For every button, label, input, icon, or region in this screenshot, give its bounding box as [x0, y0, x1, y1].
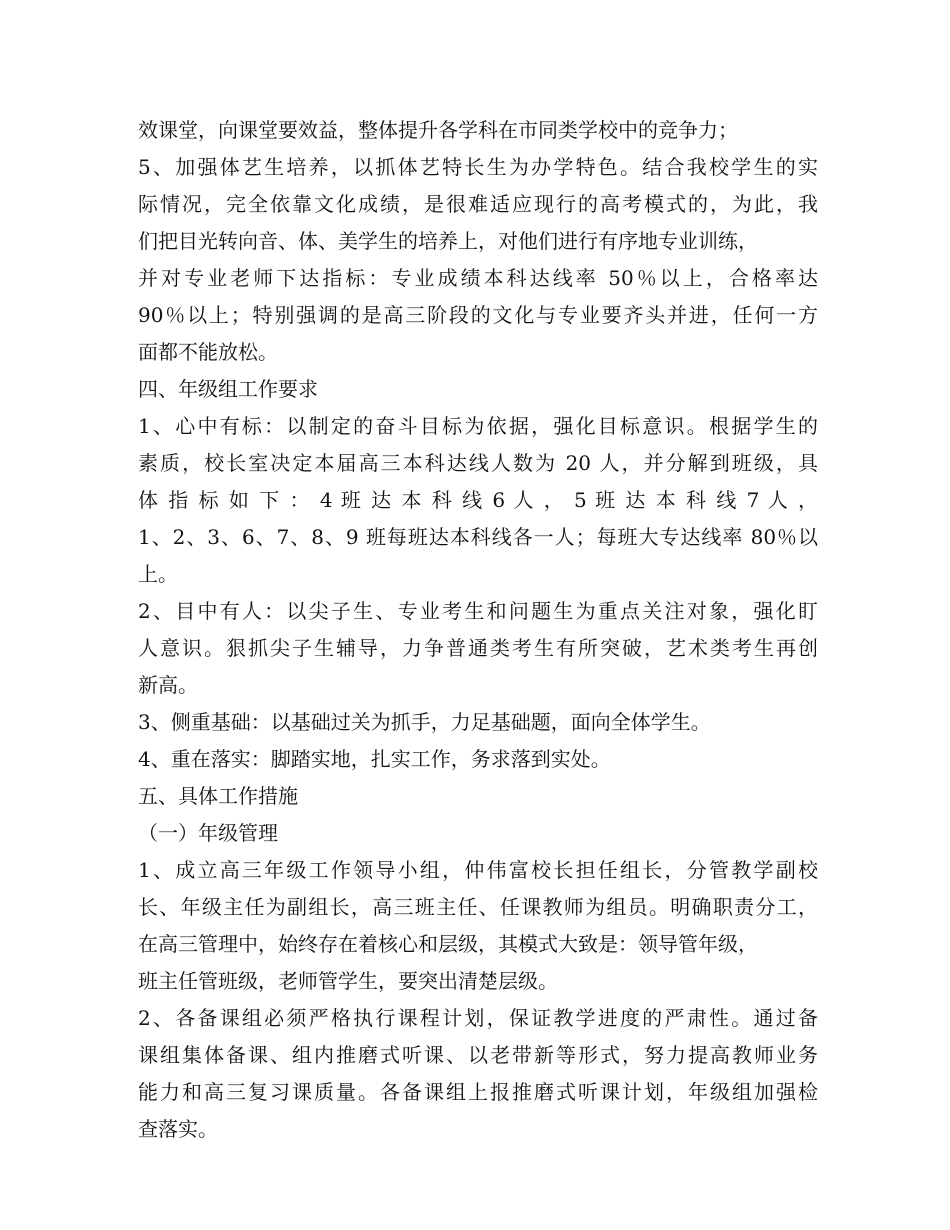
text-line: 并对专业老师下达指标：专业成绩本科达线率 50％以上，合格率达 — [138, 266, 818, 290]
section-heading: 四、年级组工作要求 — [138, 377, 318, 401]
section-heading: 五、具体工作措施 — [138, 784, 298, 808]
text-line: 能力和高三复习课质量。各备课组上报推磨式听课计划，年级组加强检 — [138, 1080, 818, 1104]
text-line: 1、心中有标：以制定的奋斗目标为依据，强化目标意识。根据学生的 — [138, 414, 818, 438]
text-line: 4、重在落实：脚踏实地，扎实工作，务求落到实处。 — [138, 747, 611, 771]
text-line: 们把目光转向音、体、美学生的培养上，对他们进行有序地专业训练， — [138, 229, 758, 253]
text-line: 3、侧重基础：以基础过关为抓手，力足基础题，面向全体学生。 — [138, 710, 711, 734]
text-line: 1、成立高三年级工作领导小组，仲伟富校长担任组长，分管教学副校 — [138, 858, 818, 882]
text-line: 查落实。 — [138, 1117, 218, 1141]
text-line: 90％以上；特别强调的是高三阶段的文化与专业要齐头并进，任何一方 — [138, 303, 818, 327]
text-line: 1、2、3、6、7、8、9 班每班达本科线各一人；每班大专达线率 80％以 — [138, 525, 818, 549]
text-line: 效课堂，向课堂要效益，整体提升各学科在市同类学校中的竞争力； — [138, 118, 738, 142]
text-line: 5、加强体艺生培养，以抓体艺特长生为办学特色。结合我校学生的实 — [138, 155, 818, 179]
text-line: 课组集体备课、组内推磨式听课、以老带新等形式，努力提高教师业务 — [138, 1043, 818, 1067]
text-line: 新高。 — [138, 673, 198, 697]
text-line: 班主任管班级，老师管学生，要突出清楚层级。 — [138, 969, 558, 993]
text-line: 上。 — [138, 562, 178, 586]
text-line: 在高三管理中，始终存在着核心和层级，其模式大致是：领导管年级， — [138, 932, 758, 956]
subsection-heading: （一）年级管理 — [138, 821, 278, 845]
text-line: 素质，校长室决定本届高三本科达线人数为 20 人，并分解到班级，具 — [138, 451, 818, 475]
text-line: 长、年级主任为副组长，高三班主任、任课教师为组员。明确职责分工， — [138, 895, 818, 919]
text-line: 际情况，完全依靠文化成绩，是很难适应现行的高考模式的，为此，我 — [138, 192, 818, 216]
document-body — [138, 112, 818, 1148]
text-line: 2、目中有人：以尖子生、专业考生和问题生为重点关注对象，强化盯 — [138, 599, 818, 623]
text-line: 体 指 标 如 下 ： 4 班 达 本 科 线 6 人 ， 5 班 达 本 科 线 7 人 ， — [138, 488, 818, 512]
text-line: 面都不能放松。 — [138, 340, 278, 364]
text-line: 2、各备课组必须严格执行课程计划，保证教学进度的严肃性。通过备 — [138, 1006, 818, 1030]
text-line: 人意识。狠抓尖子生辅导，力争普通类考生有所突破，艺术类考生再创 — [138, 636, 818, 660]
